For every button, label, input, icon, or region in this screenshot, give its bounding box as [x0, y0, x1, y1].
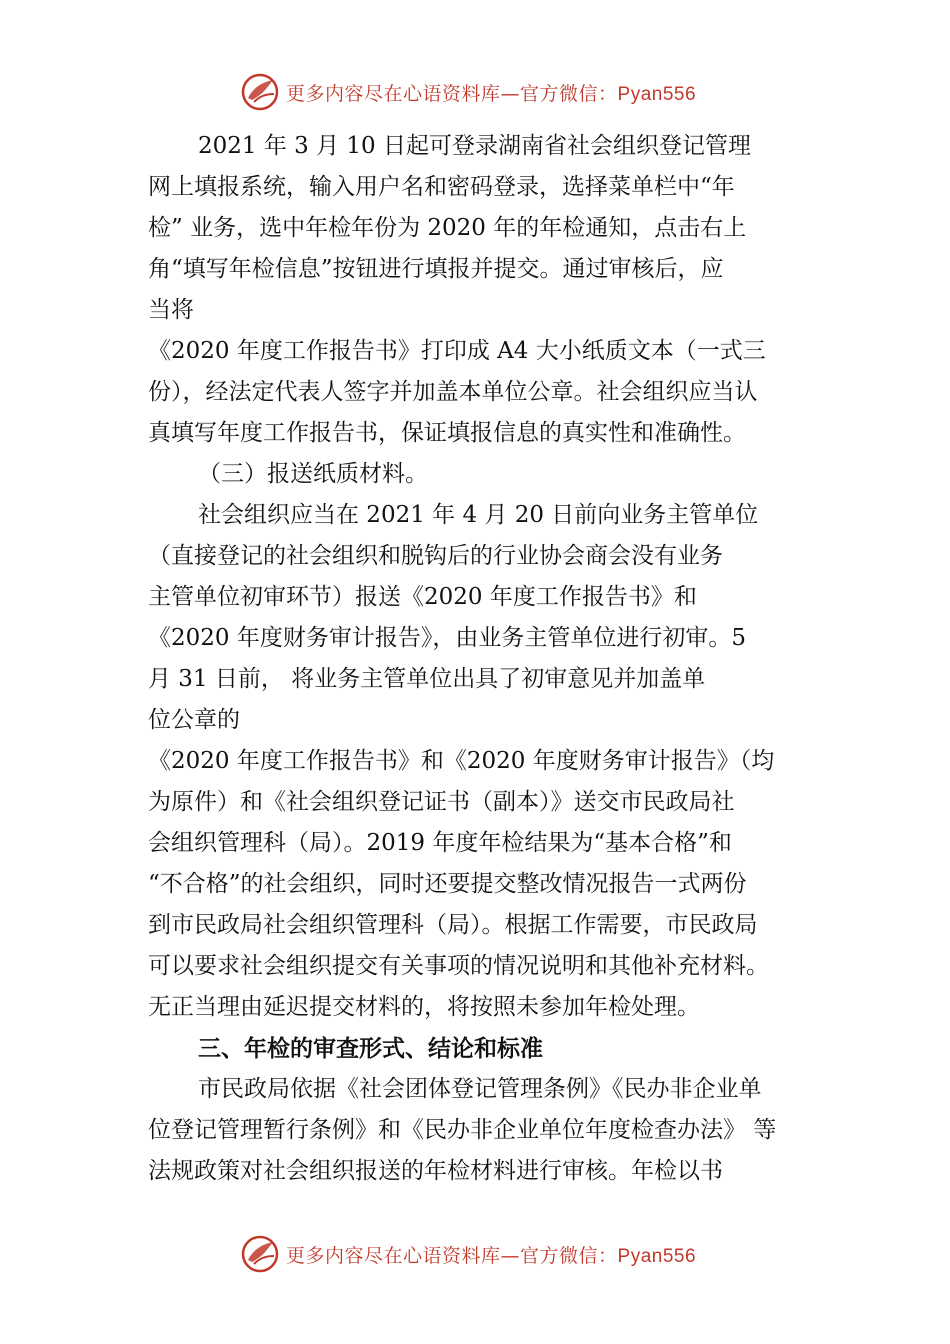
text-line: 到市民政局社会组织管理科（局）。根据工作需要，市民政局 [148, 912, 758, 938]
text-line: 月 31 日前， 将业务主管单位出具了初审意见并加盖单 [148, 666, 706, 692]
text-line: 社会组织应当在 2021 年 4 月 20 日前向业务主管单位 [198, 502, 759, 528]
text-line: 市民政局依据《社会团体登记管理条例》《民办非企业单 [198, 1076, 762, 1102]
text-line: 可以要求社会组织提交有关事项的情况说明和其他补充材料。 [148, 953, 769, 979]
banner-text: 更多内容尽在心语资料库—官方微信：Pyan556 [286, 1244, 697, 1267]
document-body [148, 126, 820, 1192]
text-line: 无正当理由延迟提交材料的，将按照未参加年检处理。 [148, 994, 700, 1020]
section-heading: 三、年检的审查形式、结论和标准 [198, 1035, 543, 1062]
header-banner [240, 72, 760, 112]
text-line: 位公章的 [148, 707, 240, 733]
text-line: 主管单位初审环节）报送《2020 年度工作报告书》和 [148, 584, 697, 610]
footer-banner [240, 1234, 760, 1274]
text-line: 《2020 年度工作报告书》和《2020 年度财务审计报告》（均 [148, 748, 775, 774]
text-line: 角“填写年检信息”按钮进行填报并提交。通过审核后，应 [148, 256, 724, 282]
text-line: 真填写年度工作报告书，保证填报信息的真实性和准确性。 [148, 420, 746, 446]
text-line: 法规政策对社会组织报送的年检材料进行审核。年检以书 [148, 1158, 723, 1184]
text-line: 检” 业务，选中年检年份为 2020 年的年检通知，点击右上 [148, 215, 747, 241]
text-line: 2021 年 3 月 10 日起可登录湖南省社会组织登记管理 [198, 133, 751, 159]
text-line: 网上填报系统，输入用户名和密码登录，选择菜单栏中“年 [148, 174, 735, 200]
text-line: （三）报送纸质材料。 [198, 461, 428, 487]
text-line: （直接登记的社会组织和脱钩后的行业协会商会没有业务 [148, 543, 723, 569]
lotus-seal-icon [240, 72, 280, 112]
text-line: 会组织管理科（局）。2019 年度年检结果为“基本合格”和 [148, 830, 732, 856]
text-line: 为原件）和《社会组织登记证书（副本）》送交市民政局社 [148, 789, 735, 815]
text-line: “不合格”的社会组织，同时还要提交整改情况报告一式两份 [148, 871, 747, 897]
text-line: 份），经法定代表人签字并加盖本单位公章。社会组织应当认 [148, 379, 758, 405]
text-line: 位登记管理暂行条例》和《民办非企业单位年度检查办法》 等 [148, 1117, 777, 1143]
lotus-seal-icon [240, 1234, 280, 1274]
text-line: 《2020 年度工作报告书》打印成 A4 大小纸质文本（一式三 [148, 338, 766, 364]
text-line: 《2020 年度财务审计报告》，由业务主管单位进行初审。5 [148, 625, 746, 651]
banner-text: 更多内容尽在心语资料库—官方微信：Pyan556 [286, 82, 697, 105]
text-line: 当将 [148, 297, 194, 323]
